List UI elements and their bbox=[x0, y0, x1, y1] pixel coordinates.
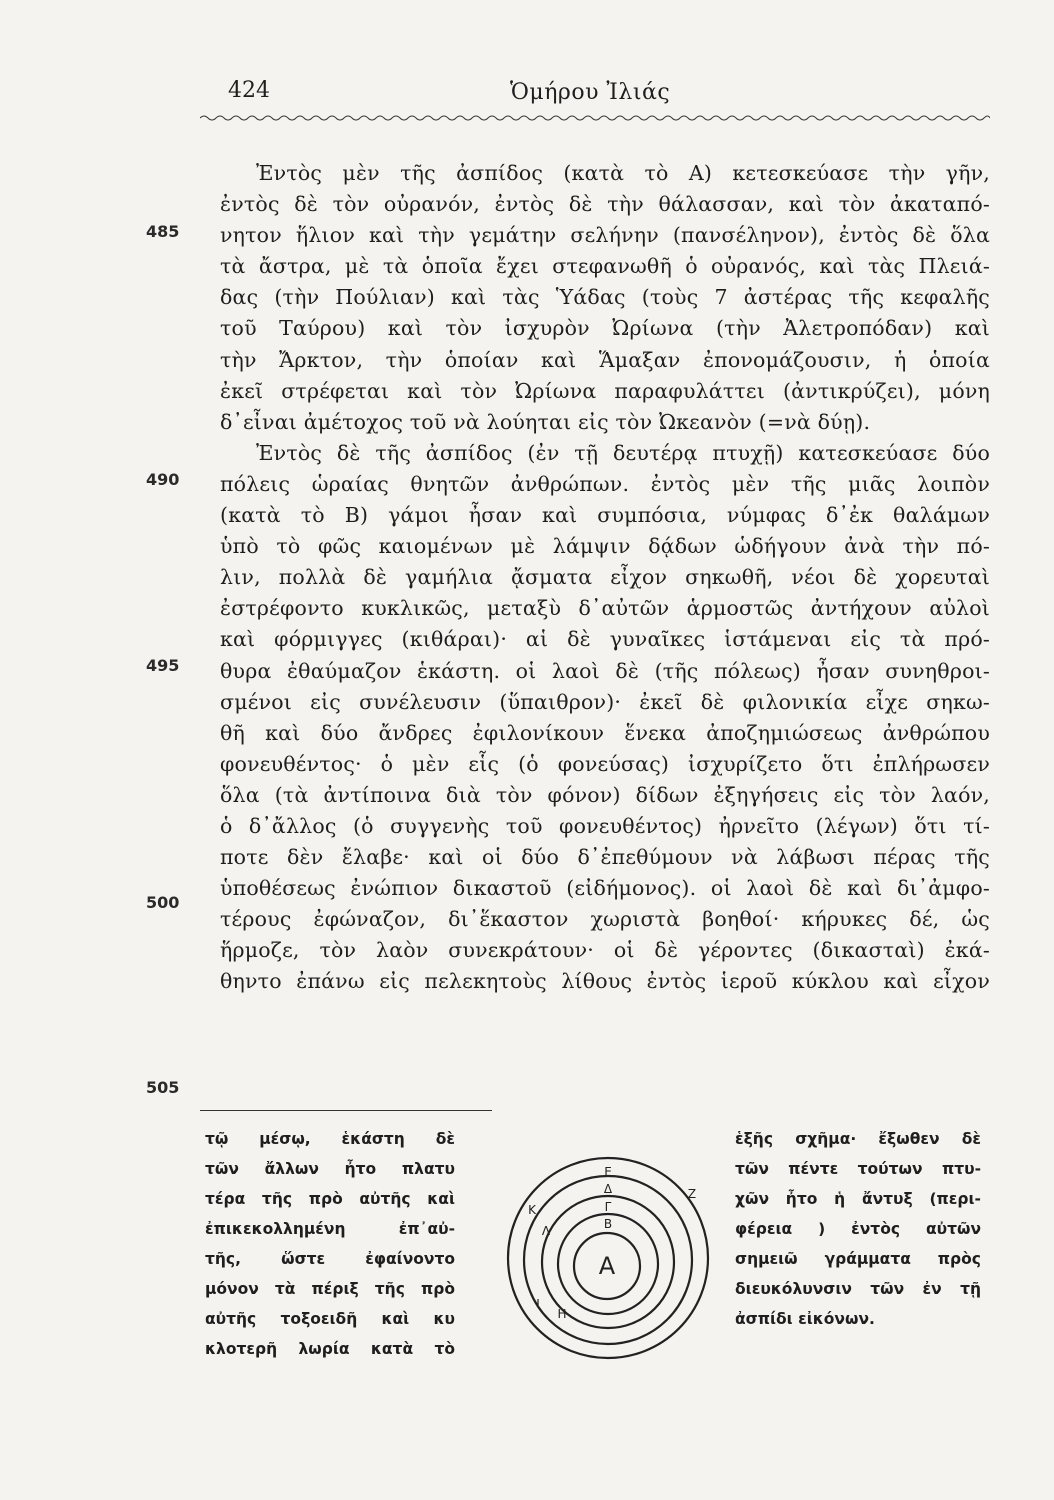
text-line: ἐκεῖ στρέφεται καὶ τὸν Ὠρίωνα παραφυλάττει (ἀντικρύζει), μόνη bbox=[220, 378, 990, 403]
footnote-right-column bbox=[735, 1124, 981, 1334]
text-line: τέρους ἐφώναζον, δι᾽ἕκαστον χωριστὰ βοηθοί· κήρυκες δέ, ὡς bbox=[220, 907, 990, 932]
body-text bbox=[220, 158, 990, 998]
text-line: λιν, πολλὰ δὲ γαμήλια ᾄσματα εἶχον σηκωθῆ, νέοι δὲ χορευταὶ bbox=[220, 565, 990, 590]
text-line: δ᾽εἶναι ἀμέτοχος τοῦ νὰ λούηται εἰς τὸν Ὠκεανὸν (=νὰ δύῃ). bbox=[220, 409, 871, 434]
footnote-line: φέρεια ) ἐντὸς αὐτῶν bbox=[735, 1220, 981, 1238]
shield-diagram bbox=[480, 1140, 730, 1360]
footnote-line: αὐτῆς τοξοειδῆ καὶ κυ bbox=[205, 1310, 455, 1328]
diagram-ring-label: Δ bbox=[603, 1182, 613, 1196]
diagram-side-label: Κ bbox=[528, 1203, 536, 1217]
footnote-line: ἑξῆς σχῆμα· ἔξωθεν δὲ bbox=[735, 1130, 981, 1148]
text-line: δας (τὴν Πούλιαν) καὶ τὰς Ὑάδας (τοὺς 7 ἀστέρας τῆς κεφαλῆς bbox=[220, 285, 990, 310]
footnote-line: τῶν πέντε τούτων πτυ- bbox=[735, 1160, 981, 1178]
line-number: 485 bbox=[146, 222, 180, 241]
footnote-line: χῶν ἦτο ἡ ἄντυξ (περι- bbox=[735, 1190, 981, 1208]
footnote-line: κλοτερῆ λωρία κατὰ τὸ bbox=[205, 1340, 455, 1358]
text-line: ἐντὸς δὲ τὸν οὐρανόν, ἐντὸς δὲ τὴν θάλασσαν, καὶ τὸν ἀκαταπό- bbox=[220, 192, 990, 217]
diagram-outer-label: Ζ bbox=[687, 1187, 697, 1201]
text-line: καὶ φόρμιγγες (κιθάραι)· αἱ δὲ γυναῖκες ἱστάμεναι εἰς τὰ πρό- bbox=[220, 627, 990, 652]
text-line: θῆ καὶ δύο ἄνδρες ἐφιλονίκουν ἕνεκα ἀποζημιώσεως ἀνθρώπου bbox=[220, 720, 990, 745]
page-number: 424 bbox=[228, 78, 270, 103]
text-line: τὴν Ἄρκτον, τὴν ὁποίαν καὶ Ἅμαξαν ἐπονομάζουσιν, ἡ ὁποία bbox=[220, 347, 990, 372]
footnote-line: διευκόλυνσιν τῶν ἐν τῇ bbox=[735, 1280, 981, 1298]
text-line: σμένοι εἰς συνέλευσιν (ὕπαιθρον)· ἐκεῖ δὲ φιλονικία εἶχε σηκω- bbox=[220, 689, 990, 714]
text-line: ὑπὸ τὸ φῶς καιομένων μὲ λάμψιν δᾴδων ὡδήγουν ἀνὰ τὴν πό- bbox=[220, 534, 990, 559]
footnote-left-column bbox=[205, 1124, 455, 1364]
text-line: Ἐντὸς μὲν τῆς ἀσπίδος (κατὰ τὸ Α) κετεσκεύασε τὴν γῆν, bbox=[256, 161, 990, 185]
footnote-line: τέρα τῆς πρὸ αὐτῆς καὶ bbox=[205, 1190, 455, 1208]
text-line: ὅλα (τὰ ἀντίποινα διὰ τὸν φόνον) δίδων ἐξηγήσεις εἰς τὸν λαόν, bbox=[220, 782, 990, 807]
footnote-line: τῷ μέσῳ, ἑκάστη δὲ bbox=[205, 1130, 455, 1148]
text-line: πόλεις ὡραίας θνητῶν ἀνθρώπων. ἐντὸς μὲν τῆς μιᾶς λοιπὸν bbox=[220, 471, 990, 496]
footnote-line: σημειῶ γράμματα πρὸς bbox=[735, 1250, 981, 1268]
diagram-side-label: Η bbox=[557, 1307, 567, 1321]
footnote-line: τῆς, ὥστε ἐφαίνοντο bbox=[205, 1250, 455, 1268]
text-line: (κατὰ τὸ Β) γάμοι ἦσαν καὶ συμπόσια, νύμφας δ᾽ἐκ θαλάμων bbox=[220, 503, 990, 528]
text-line: φονευθέντος· ὁ μὲν εἷς (ὁ φονεύσας) ἰσχυρίζετο ὅτι ἐπλήρωσεν bbox=[220, 751, 990, 776]
text-line: τοῦ Ταύρου) καὶ τὸν ἰσχυρὸν Ὠρίωνα (τὴν Ἀλετροπόδαν) καὶ bbox=[220, 316, 990, 341]
text-line: ποτε δὲν ἔλαβε· καὶ οἱ δύο δ᾽ἐπεθύμουν νὰ λάβωσι πέρας τῆς bbox=[220, 845, 990, 870]
running-title: Ὁμήρου Ἰλιάς bbox=[510, 80, 671, 105]
diagram-ring-label: Γ bbox=[604, 1200, 612, 1214]
text-line: τὰ ἄστρα, μὲ τὰ ὁποῖα ἔχει στεφανωθῆ ὁ οὐρανός, καὶ τὰς Πλειά- bbox=[220, 254, 990, 279]
footnote-rule bbox=[200, 1110, 492, 1111]
diagram-ring-label: Ε bbox=[604, 1165, 612, 1179]
footnote-line: μόνον τὰ πέριξ τῆς πρὸ bbox=[205, 1280, 455, 1298]
page-header bbox=[200, 78, 990, 118]
text-line: ὁ δ᾽ἄλλος (ὁ συγγενὴς τοῦ φονευθέντος) ἠρνεῖτο (λέγων) ὅτι τί- bbox=[220, 813, 990, 838]
line-number: 495 bbox=[146, 656, 180, 675]
text-line: ἥρμοζε, τὸν λαὸν συνεκράτουν· οἱ δὲ γέροντες (δικασταὶ) ἐκά- bbox=[220, 938, 990, 963]
line-number: 505 bbox=[146, 1078, 180, 1097]
header-wavy-rule bbox=[200, 114, 990, 122]
text-line: ἐστρέφοντο κυκλικῶς, μεταξὺ δ᾽αὐτῶν ἁρμοστῶς ἀντήχουν αὐλοὶ bbox=[220, 596, 990, 621]
diagram-ring-label: Β bbox=[603, 1217, 613, 1231]
text-line: θηντο ἐπάνω εἰς πελεκητοὺς λίθους ἐντὸς ἱεροῦ κύκλου καὶ εἶχον bbox=[220, 969, 990, 994]
diagram-center-label: Α bbox=[598, 1252, 616, 1280]
footnote-line: ἀσπίδι εἰκόνων. bbox=[735, 1310, 875, 1328]
footnote-line: τῶν ἄλλων ἦτο πλατυ bbox=[205, 1160, 455, 1178]
diagram-side-label: Λ bbox=[541, 1224, 551, 1238]
text-line: Ἐντὸς δὲ τῆς ἀσπίδος (ἐν τῇ δευτέρᾳ πτυχῇ) κατεσκεύασε δύο bbox=[256, 440, 990, 465]
diagram-side-label: Ι bbox=[536, 1297, 540, 1311]
text-line: νητον ἥλιον καὶ τὴν γεμάτην σελήνην (πανσέληνον), ἐντὸς δὲ ὅλα bbox=[220, 223, 990, 248]
text-line: ὑποθέσεως ἐνώπιον δικαστοῦ (εἰδήμονος). οἱ λαοὶ δὲ καὶ δι᾽ἀμφο- bbox=[220, 876, 990, 901]
footnote-line: ἐπικεκολλημένη ἐπ᾽αὐ- bbox=[205, 1220, 455, 1238]
line-number: 500 bbox=[146, 893, 180, 912]
text-line: θυρα ἐθαύμαζον ἑκάστη. οἱ λαοὶ δὲ (τῆς πόλεως) ἦσαν συνηθροι- bbox=[220, 658, 990, 683]
line-number: 490 bbox=[146, 470, 180, 489]
